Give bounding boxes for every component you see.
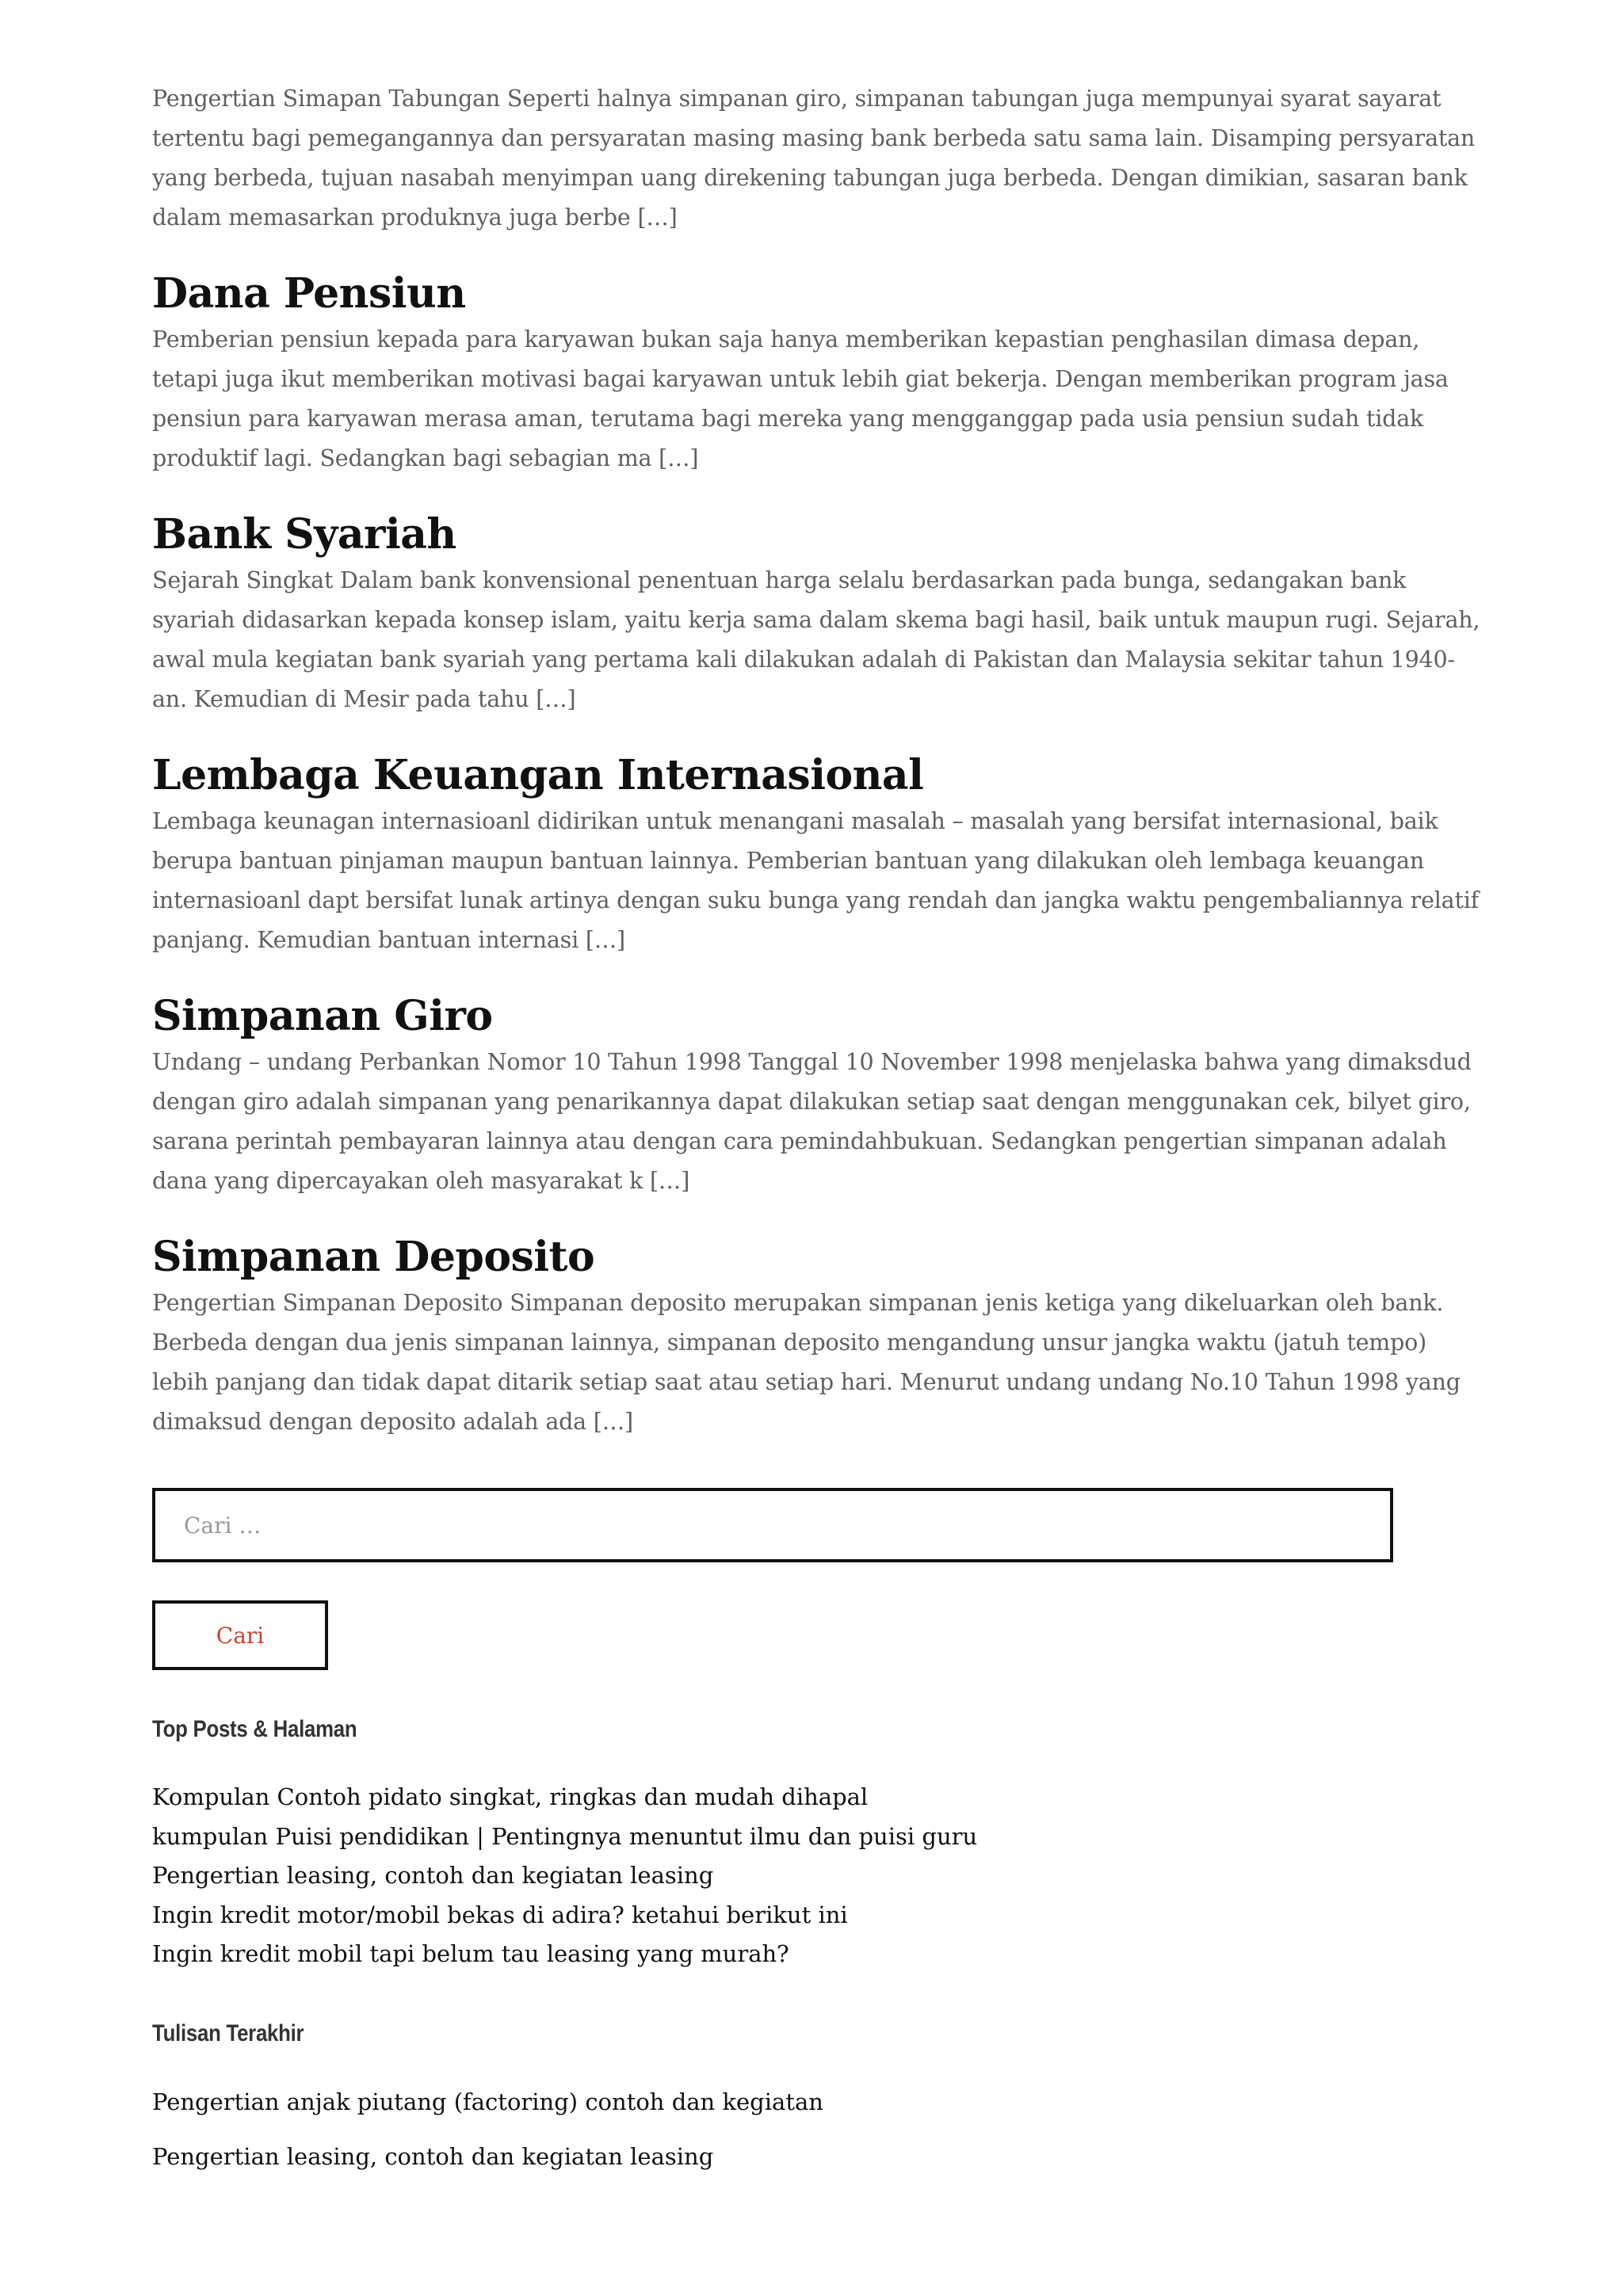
search-input[interactable]: [182, 1490, 1390, 1560]
post-dana-pensiun: [152, 269, 1484, 479]
top-post-link[interactable]: Pengertian leasing, contoh dan kegiatan leasing: [152, 1862, 714, 1889]
post-simpanan-deposito: [152, 1233, 1484, 1442]
recent-post-link[interactable]: Pengertian anjak piutang (factoring) contoh dan kegiatan: [152, 2088, 823, 2115]
top-posts-list: [152, 1778, 1484, 1974]
post-bank-syariah: [152, 510, 1484, 719]
post-title[interactable]: Dana Pensiun: [152, 269, 466, 318]
recent-post-link[interactable]: Pengertian leasing, contoh dan kegiatan leasing: [152, 2142, 714, 2170]
intro-excerpt: Pengertian Simapan Tabungan Seperti halnya simpanan giro, simpanan tabungan juga mempunyai syarat sayarat tertentu bagi pemegangannya dan persyaratan masing masing bank berbeda satu sama lain. Disamping persyaratan yang berbeda, tujuan nasabah menyimpan uang direkening tabungan juga berbeda. Dengan dimikian, sasaran bank dalam memasarkan produknya juga berbe […]: [152, 86, 1476, 231]
post-title[interactable]: Bank Syariah: [152, 510, 456, 559]
post-simpanan-giro: [152, 992, 1484, 1201]
post-excerpt: Lembaga keunagan internasioanl didirikan untuk menangani masalah – masalah yang bersifat internasional, baik berupa bantuan pinjaman maupun bantuan lainnya. Pemberian bantuan yang dilakukan oleh lembaga keuangan internasioanl dapt bersifat lunak artinya dengan suku bunga yang rendah dan jangka waktu pengembaliannya relatif panjang. Kemudian bantuan internasi […]: [152, 808, 1479, 953]
post-title[interactable]: Lembaga Keuangan Internasional: [152, 751, 924, 799]
top-post-link[interactable]: Ingin kredit motor/mobil bekas di adira? ketahui berikut ini: [152, 1901, 848, 1928]
post-excerpt: Sejarah Singkat Dalam bank konvensional penentuan harga selalu berdasarkan pada bunga, sedangakan bank syariah didasarkan kepada konsep islam, yaitu kerja sama dalam skema bagi hasil, baik untuk maupun rugi. Sejarah, awal mula kegiatan bank syariah yang pertama kali dilakukan adalah di Pakistan dan Malaysia sekitar tahun 1940-an. Kemudian di Mesir pada tahu […]: [152, 567, 1480, 712]
recent-posts-title: Tulisan Terakhir: [152, 2019, 304, 2046]
main-content: [152, 79, 1484, 2191]
top-posts-title: Top Posts & Halaman: [152, 1716, 357, 1742]
post-title[interactable]: Simpanan Deposito: [152, 1233, 595, 1281]
recent-posts-list: [152, 2082, 1484, 2176]
post-excerpt: Pengertian Simpanan Deposito Simpanan deposito merupakan simpanan jenis ketiga yang dikeluarkan oleh bank. Berbeda dengan dua jenis simpanan lainnya, simpanan deposito mengandung unsur jangka waktu (jatuh tempo) lebih panjang dan tidak dapat ditarik setiap saat atau setiap hari. Menurut undang undang No.10 Tahun 1998 yang dimaksud dengan deposito adalah ada […]: [152, 1290, 1461, 1435]
top-post-link[interactable]: Kompulan Contoh pidato singkat, ringkas dan mudah dihapal: [152, 1783, 869, 1810]
post-excerpt: Pemberian pensiun kepada para karyawan bukan saja hanya memberikan kepastian penghasilan dimasa depan, tetapi juga ikut memberikan motivasi bagai karyawan untuk lebih giat bekerja. Dengan memberikan program jasa pensiun para karyawan merasa aman, terutama bagi mereka yang mengganggap pada usia pensiun sudah tidak produktif lagi. Sedangkan bagi sebagian ma […]: [152, 326, 1449, 471]
search-button[interactable]: Cari: [152, 1600, 328, 1670]
post-title[interactable]: Simpanan Giro: [152, 992, 493, 1040]
top-post-link[interactable]: kumpulan Puisi pendidikan | Pentingnya menuntut ilmu dan puisi guru: [152, 1822, 978, 1850]
post-lembaga-keuangan-internasional: [152, 751, 1484, 960]
search-box: [152, 1488, 1393, 1562]
top-post-link[interactable]: Ingin kredit mobil tapi belum tau leasing yang murah?: [152, 1940, 789, 1967]
post-excerpt: Undang – undang Perbankan Nomor 10 Tahun 1998 Tanggal 10 November 1998 menjelaska bahwa yang dimaksdud dengan giro adalah simpanan yang penarikannya dapat dilakukan setiap saat dengan menggunakan cek, bilyet giro, sarana perintah pembayaran lainnya atau dengan cara pemindahbukuan. Sedangkan pengertian simpanan adalah dana yang dipercayakan oleh masyarakat k […]: [152, 1049, 1472, 1194]
